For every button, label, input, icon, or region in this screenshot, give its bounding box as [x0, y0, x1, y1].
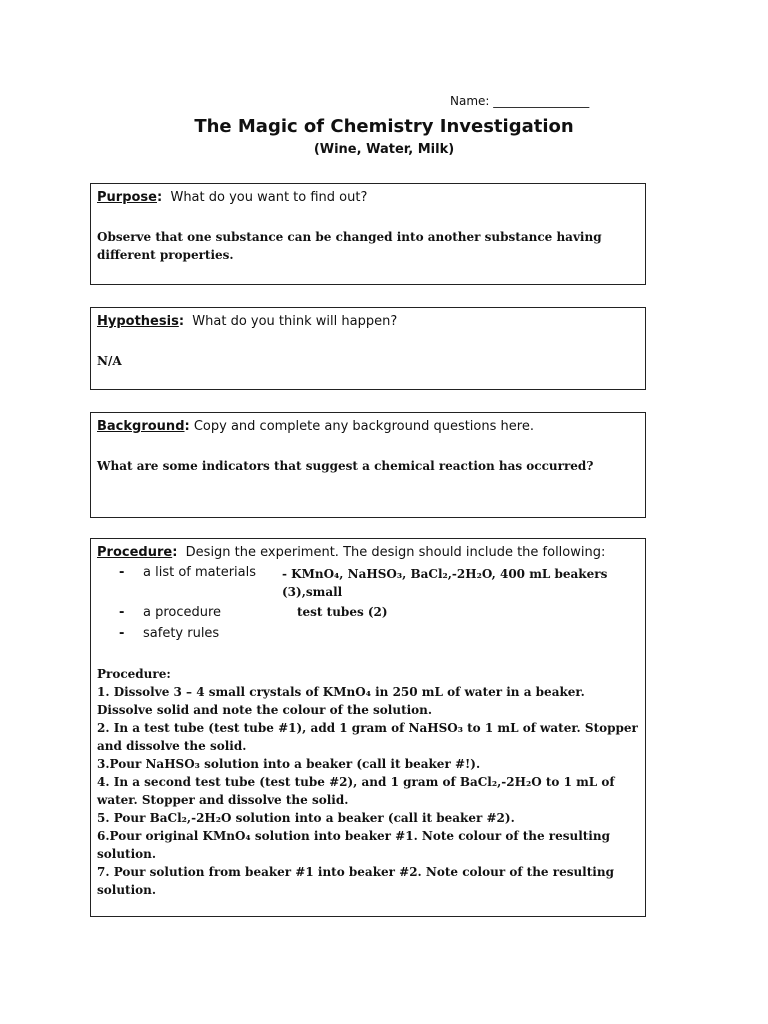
procedure-prompt: Design the experiment. The design should include the following:	[185, 545, 606, 560]
procedure-steps-heading: Procedure:	[97, 667, 171, 681]
background-label: Background	[97, 419, 185, 434]
procedure-bullet-list	[119, 563, 639, 645]
procedure-step: 5. Pour BaCl₂,-2H₂O solution into a beaker (call it beaker #2).	[97, 811, 515, 825]
procedure-step: 1. Dissolve 3 – 4 small crystals of KMnO₄ in 250 mL of water in a beaker. Dissolve solid and note the colour of the solution.	[97, 685, 585, 717]
purpose-prompt: What do you want to find out?	[170, 190, 368, 205]
background-prompt: Copy and complete any background questions here.	[193, 419, 534, 434]
background-heading: Background: Copy and complete any background questions here.	[97, 419, 534, 434]
purpose-answer: Observe that one substance can be changed into another substance having different properties.	[97, 230, 602, 262]
hypothesis-answer: N/A	[97, 354, 122, 368]
purpose-box	[90, 183, 646, 285]
page-title: The Magic of Chemistry Investigation	[194, 116, 574, 137]
list-item: - a list of materials - KMnO₄, NaHSO₃, BaCl₂,-2H₂O, 400 mL beakers (3),small	[119, 563, 639, 603]
procedure-step: 6.Pour original KMnO₄ solution into beaker #1. Note colour of the resulting solution.	[97, 829, 610, 861]
procedure-step: 2. In a test tube (test tube #1), add 1 gram of NaHSO₃ to 1 mL of water. Stopper and dissolve the solid.	[97, 721, 638, 753]
procedure-step: 4. In a second test tube (test tube #2), and 1 gram of BaCl₂,-2H₂O to 1 mL of water. Stopper and dissolve the solid.	[97, 775, 615, 807]
page-subtitle: (Wine, Water, Milk)	[313, 142, 455, 157]
materials-list: - KMnO₄, NaHSO₃, BaCl₂,-2H₂O, 400 mL beakers (3),small	[282, 567, 608, 599]
background-question: What are some indicators that suggest a chemical reaction has occurred?	[97, 459, 594, 473]
procedure-heading: Procedure: Design the experiment. The design should include the following:	[97, 545, 606, 560]
hypothesis-prompt: What do you think will happen?	[192, 314, 398, 329]
hypothesis-label: Hypothesis	[97, 314, 179, 329]
procedure-step: 7. Pour solution from beaker #1 into beaker #2. Note colour of the resulting solution.	[97, 865, 614, 897]
list-item: - a procedure test tubes (2)	[119, 605, 388, 620]
name-field: Name: ________________	[450, 94, 590, 108]
bullet-safety: safety rules	[143, 626, 220, 641]
bullet-procedure: a procedure	[143, 605, 222, 620]
procedure-label: Procedure	[97, 545, 173, 560]
background-box	[90, 412, 646, 518]
hypothesis-box	[90, 307, 646, 390]
list-item: - safety rules	[119, 626, 220, 641]
purpose-label: Purpose	[97, 190, 157, 205]
materials-list-continued: test tubes (2)	[297, 605, 388, 619]
procedure-box	[90, 538, 646, 917]
procedure-steps	[97, 665, 639, 899]
procedure-step: 3.Pour NaHSO₃ solution into a beaker (call it beaker #!).	[97, 757, 481, 771]
purpose-heading: Purpose: What do you want to find out?	[97, 190, 368, 205]
hypothesis-heading: Hypothesis: What do you think will happen?	[97, 314, 398, 329]
bullet-materials: a list of materials	[143, 565, 257, 580]
